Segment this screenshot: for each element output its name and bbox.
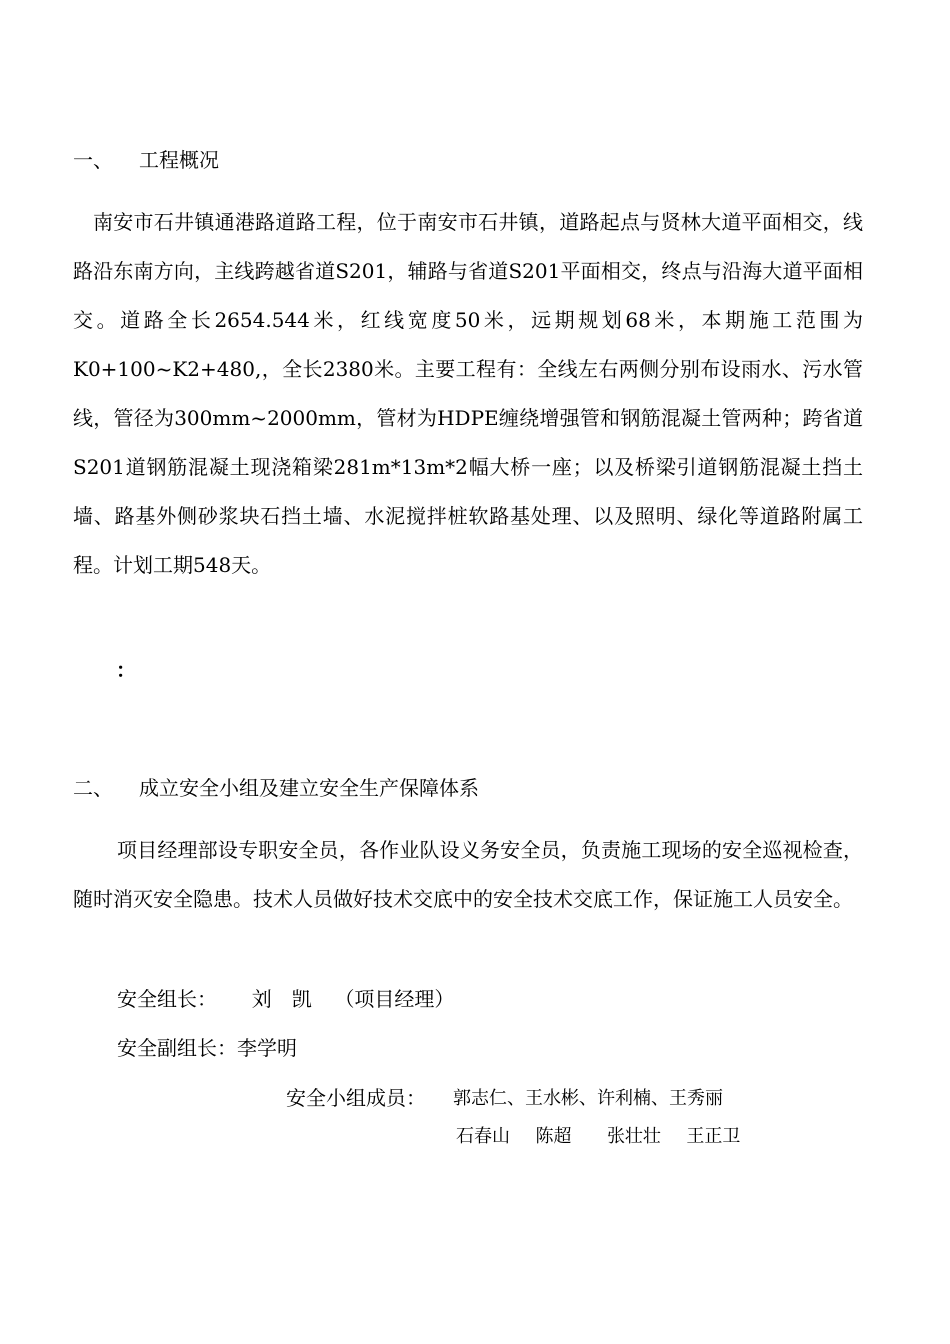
section-1-number: 一、 bbox=[73, 148, 113, 172]
deputy-label: 安全副组长： bbox=[117, 1036, 237, 1060]
member-name: 陈超 bbox=[535, 1126, 572, 1147]
section-2-body: 项目经理部设专职安全员，各作业队设义务安全员，负责施工现场的安全巡视检查，随时消灭安全隐患。技术人员做好技术交底中的安全技术交底工作，保证施工人员安全。 bbox=[73, 838, 863, 911]
section-2-title: 成立安全小组及建立安全生产保障体系 bbox=[139, 776, 479, 800]
section-2-heading bbox=[73, 776, 479, 800]
deputy-line bbox=[117, 1035, 297, 1061]
section-1-body: 南安市石井镇通港路道路工程，位于南安市石井镇，道路起点与贤林大道平面相交，线路沿东南方向，主线跨越省道S201，辅路与省道S201平面相交，终点与沿海大道平面相交。道路全长2654.544米，红线宽度50米，远期规划68米，本期施工范围为K0+100~K2+480,，全长2380米。主要工程有：全线左右两侧分别布设雨水、污水管线，管径为300mm~2000mm，管材为HDPE缠绕增强管和钢筋混凝土管两种；跨省道S201道钢筋混凝土现浇箱梁281m*13m*2幅大桥一座；以及桥梁引道钢筋混凝土挡土墙、路基外侧砂浆块石挡土墙、水泥搅拌桩软路基处理、以及照明、绿化等道路附属工程。计划工期548天。 bbox=[73, 210, 863, 577]
deputy-name: 李学明 bbox=[237, 1036, 297, 1060]
section-1-title: 工程概况 bbox=[139, 148, 219, 172]
section-2-number: 二、 bbox=[73, 776, 113, 800]
members-line-1: 郭志仁、王水彬、许利楠、王秀丽 bbox=[453, 1088, 723, 1109]
member-name: 张壮壮 bbox=[606, 1126, 661, 1147]
stray-colon: ： bbox=[116, 658, 136, 682]
members-label: 安全小组成员： bbox=[286, 1086, 426, 1110]
leader-label: 安全组长： bbox=[117, 987, 217, 1011]
members-line-2 bbox=[456, 1125, 740, 1149]
section-1-heading bbox=[73, 148, 219, 172]
member-name: 石春山 bbox=[456, 1126, 510, 1147]
member-name: 王正卫 bbox=[686, 1126, 741, 1147]
leader-name: 刘 凯 bbox=[251, 987, 312, 1011]
leader-role: （项目经理） bbox=[334, 987, 455, 1011]
leader-line bbox=[117, 986, 454, 1012]
